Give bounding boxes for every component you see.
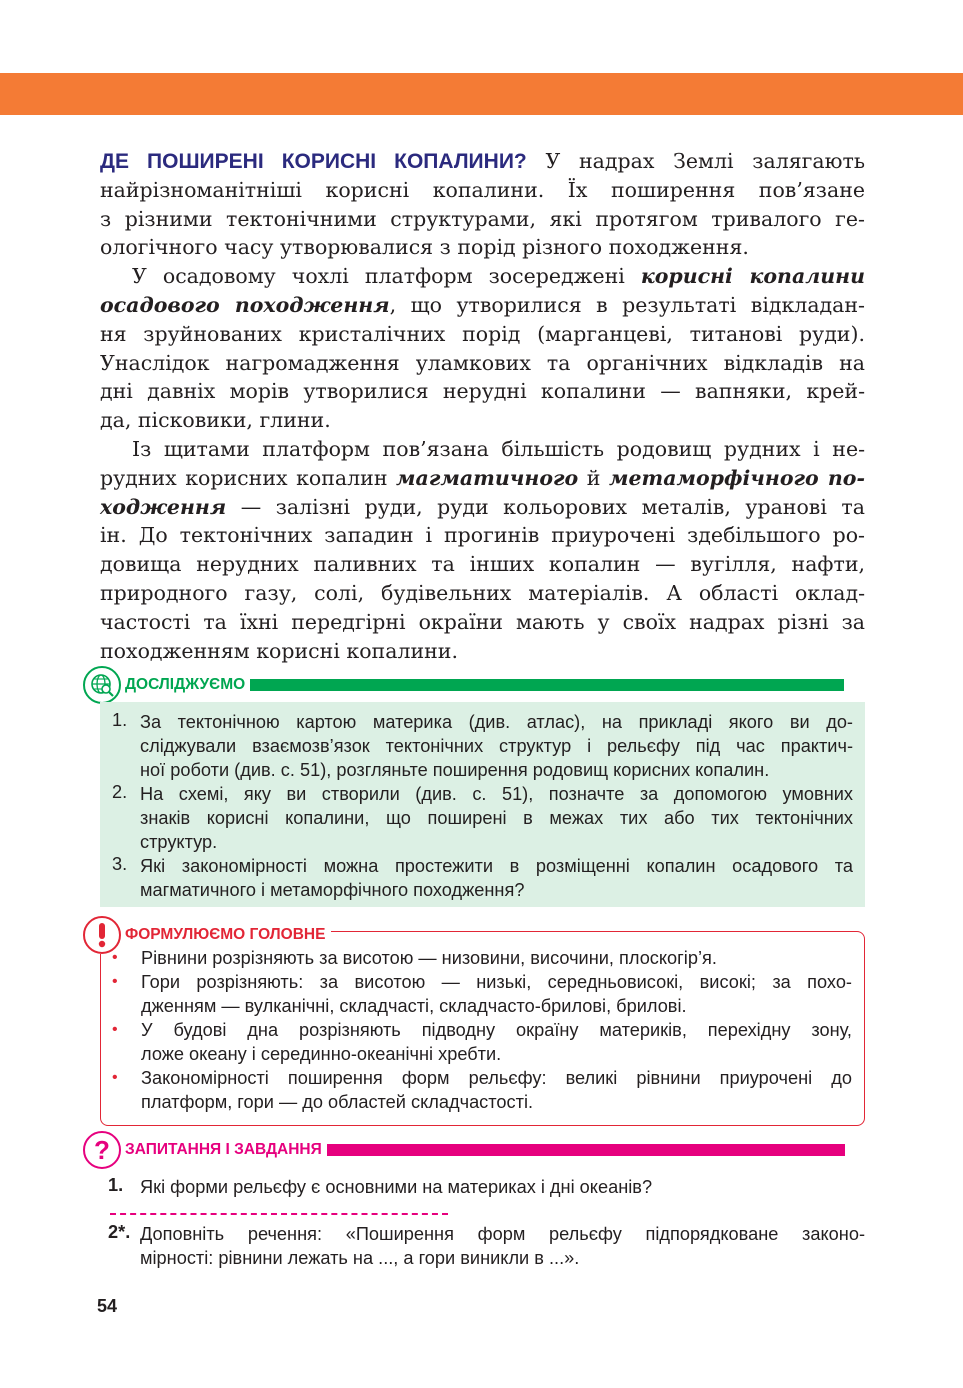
questions-header [83, 1131, 845, 1169]
questions-title: ЗАПИТАННЯ І ЗАВДАННЯ [125, 1141, 322, 1158]
bullet-icon: • [112, 1069, 118, 1086]
research-header [83, 666, 844, 704]
list-item: • Рівнини розрізняють за висотою — низовини, височини, плоскогір’я. [112, 948, 717, 968]
research-rule [250, 679, 844, 691]
bullet-icon: • [112, 1021, 118, 1038]
question-mark-icon: ? [83, 1131, 121, 1169]
question-2 [108, 1222, 865, 1270]
list-item: • Закономірності поширення форм рельєфу: великі рівнини приурочені до платформ, гори — до областей складчастості. [112, 1068, 852, 1112]
key-term: магматичного [396, 465, 579, 490]
summary-title: ФОРМУЛЮЄМО ГОЛОВНЕ [125, 926, 326, 943]
key-term: ходження [100, 494, 227, 519]
globe-search-icon [83, 666, 121, 704]
list-item: 1. За тектонічною картою материка (див. атлас), на прикладі якого ви до- сліджували взаємозв’язок тектонічних структур і рельєфу під час практич- ної роботи (див. с. 51), розгляньте поширення родовищ корисних копалин. [112, 710, 853, 780]
main-text: ДЕ ПОШИРЕНІ КОРИСНІ КОПАЛИНИ? У надрах Землі залягають найрізноманітніші корисні копалини. Їх поширення пов’язане з різними тектонічними структурами, які протягом тривалого ге- ологічного часу утворювалися з порід різного походження. У осадовому чохлі платформ зосереджені корисні копалини осадового походження, що утворилися в результаті відкладан- ня зруйнованих кристалічних порід (марганцеві, титанові руди). Унаслідок нагромадження уламкових та органічних відкладів на дні давніх морів утворилися нерудні копалини — вапняки, крей- да, пісковики, глини. Із щитами платформ пов’язана більшість родовищ рудних і не- рудних корисних копалин магматичного й метаморфічного по- ходження — залізні руди, руди кольорових металів, уранові та ін. До тектонічних западин і прогинів приурочені здебільшого ро- довища нерудних паливних та інших копалин — вугілля, нафти, природного газу, солі, будівельних матеріалів. А області оклад- частості та їхні передгірні окраїни мають у своїх надрах різні за походженням корисні копалини. [100, 149, 865, 663]
key-term: корисні копалини [640, 264, 865, 289]
research-title: ДОСЛІДЖУЄМО [125, 676, 246, 693]
questions-rule [327, 1144, 845, 1156]
key-term: осадового походження [100, 292, 390, 317]
section-heading: ДЕ ПОШИРЕНІ КОРИСНІ КОПАЛИНИ? [100, 150, 527, 173]
summary-list [110, 946, 852, 1114]
list-item: 2. На схемі, яку ви створили (див. с. 51), позначте за допомогою умовних знаків корисні копалини, що поширені в межах тих або тих тектонічних структур. [112, 782, 853, 852]
question-1 [108, 1175, 865, 1199]
page-number: 54 [97, 1296, 118, 1316]
top-color-band [0, 73, 963, 115]
difficulty-separator [110, 1213, 448, 1215]
list-item: 2*. Доповніть речення: «Поширення форм рельєфу підпорядковане законо- мірності: рівнини лежать на ..., а гори виникли в ...». [108, 1222, 865, 1268]
list-item: • У будові дна розрізняють підводну окраїну материків, перехідну зону, ложе океану і серединно-океанічні хребти. [112, 1020, 852, 1064]
list-item: 3. Які закономірності можна простежити в розміщенні копалин осадового та магматичного і метаморфічного походження? [112, 854, 853, 900]
list-item: • Гори розрізняють: за висотою — низькі, середньовисокі, високі; за похо- дженням — вулканічні, складчасті, складчасто-брилові, брилові. [112, 972, 852, 1016]
bullet-icon: • [112, 973, 118, 990]
list-item: 1. Які форми рельєфу є основними на материках і дні океанів? [108, 1175, 653, 1197]
bullet-icon: • [112, 949, 118, 966]
key-term: метаморфічного по- [608, 465, 865, 490]
research-list [100, 710, 853, 902]
